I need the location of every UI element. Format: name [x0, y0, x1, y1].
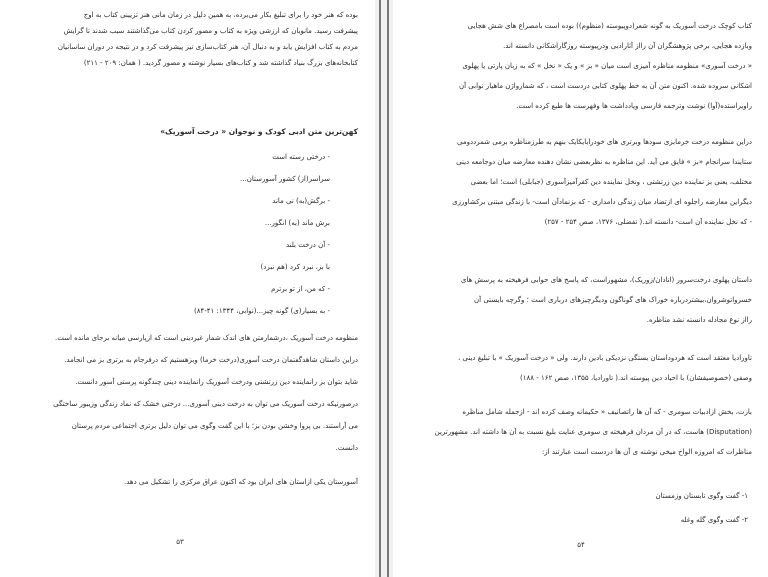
text-line: درصورتیکه درخت آسوریک می توان به درخت دینی آسوری... درختی خشک که نماد زندگی وزیبور ساختگی — [53, 400, 358, 408]
poem-line: - آن درخت بلند — [285, 241, 330, 249]
text-line: « درخت آسوری» منظومه مناظره آمیزی است میان « بز » و یک « نخل » که به زبان پارتی یا پهلوی — [462, 62, 752, 70]
left-paragraph-1 — [18, 7, 358, 71]
text-line: - که نخل نماینده آن است- دانسته اند.( تفضلی، ۱۳۷۶، صص ۲۵۴ - ۲۵۷) — [544, 218, 752, 226]
text-line: پیشرفت رسید. مانویان که ارزشی ویژه به کتاب و مصور کردن کتاب می‌گذاشتند سبب شدند تا گرایش — [63, 27, 358, 35]
text-line: بوده که هنر خود را برای تبلیغ بکار می‌برده، به همین دلیل در زمان مانی هنر تزیینی کتاب به اوج — [83, 11, 358, 19]
text-line: منظومه درخت آسوریک ،درشمارمتن های اندک شمار غیردینی است که ازپارسی میانه برجای مانده است. — [55, 334, 358, 342]
text-line: رااز نوع مجادله دانسته نشد مناظره. — [646, 316, 752, 324]
gutter-line — [379, 0, 381, 577]
text-line: مختلف، یعنی بز نماینده دین زرتشتی ، ونخل نماینده دین کفرآمیزآسوری (جبابلی) است؛ اما بعضی — [470, 178, 752, 186]
book-gutter — [375, 0, 393, 577]
text-line: خسرواتوشروان،بیشتردرباره خوراک های گوناگون ودیگرچیزهای درباری است ؛ وگرچه بایستی آن — [474, 296, 752, 304]
right-paragraph-1 — [407, 16, 752, 116]
poem-line: با بز، نبرد کرد (هم نبرد) — [260, 263, 330, 271]
gutter-line — [387, 0, 389, 577]
page-number: ۵۳ — [176, 538, 184, 546]
text-line: کتاب کوچک درخت آسوریک به گونه شعر(دوپیوسته (منظوم)) بوده است بامصراع های شش هجایی — [467, 22, 752, 30]
poem-line: سراسر(از) کشور آسورستان... — [240, 175, 330, 183]
poem-block — [60, 146, 330, 322]
text-line: مردم به کتاب افزایش یابد و به دنبال آن، هنر کتاب‌سازی نیز پیشرفت کرد و در نتیجه در دوران ساسانیان — [57, 43, 358, 51]
text-line: دانست. — [335, 444, 358, 452]
text-line: کتابخانه‌های بزرگ بنیاد گذاشته شد و کتاب‌های بسیار نوشته و مصور گردید. ( همان: ۲۰۹ - ۲۱۱) — [83, 59, 358, 67]
right-paragraph-4 — [407, 348, 752, 388]
text-line: (Disputation) هاست، که در آن مردان فرهیخته ی سومری عنایت بلیغ نسبت به آن ها داشته اند. مشهورترین — [434, 428, 752, 436]
text-line: دراین داستان شاهدگفتمان درخت آسوری(درخت خرما) وبزهستیم که درفرجام به برتری بز می انجامد. — [64, 356, 358, 364]
text-line: وبازده هجایی، برخی پژوهشگران آن رااز آثارادبی ودرپیوسته روزگاراشکانی دانسته اند. — [503, 42, 752, 50]
right-paragraph-3 — [407, 270, 752, 330]
text-line: اشکانی سروده شده. اکنون متن آن به خط پهلوی کتابی دردست است ، که شمارواژن ماهیار نوابی آن — [458, 82, 752, 90]
list-item: ۱- گفت وگوی تابستان وزمستان — [655, 492, 748, 500]
text-line: می آراستند. بی پروا وخشن بودن بز؛ با این گفت وگوی می توان دلیل برتری اجتماعی مردم پرستان — [71, 422, 358, 430]
poem-line: - درختی رسته است — [272, 153, 330, 161]
right-paragraph-5 — [407, 402, 752, 462]
text-line: ستایندا سرانجام «بز » فایق می آید. این مناظره به نظربعضی نشان دهنده معارضه میان دوجامعه دینی — [456, 158, 752, 166]
left-paragraph-2 — [18, 327, 358, 493]
numbered-list — [453, 484, 748, 532]
poem-line: - که من، از تو برترم — [271, 285, 330, 293]
text-line: شاید بتوان بز رانماینده دین زرتشتی ودرخت آسوریک رانماینده دینی چندگونه پرستی آسور دانست. — [75, 378, 358, 386]
left-page — [0, 0, 375, 577]
text-line: راویراستده(آوا) نوشت وترجمه فارسی ویادداشت ها وفهرست ها طبع کرده است. — [516, 102, 752, 110]
section-heading: کهن‌ترین متن ادبی کودک و نوجوان « درخت آسوریک» — [160, 127, 358, 136]
text-line: وصفی (خصوصیفشان) با احیاد دین پیوسته اند.( تاورادیا، ۱۳۵۵، صص ۱۶۲ - ۱۸۸) — [520, 374, 752, 382]
right-page — [393, 0, 768, 577]
text-line: داستان پهلوی درخت‌سرور (انادان/زوریک)، مشهوراست، که پاسخ های حوابی فرهیخته به پرسش های — [460, 276, 752, 284]
list-item: ۲- گفت وگوی گله وغله — [680, 516, 748, 524]
poem-line: برش ماند (به) انگور... — [264, 219, 330, 227]
text-line: دراین منظومه درخت خرمابزی سودها وبرتری های خودرابایکایک بنهم به طرزمناظره برمی شمرددومی — [457, 138, 752, 146]
text-line: بارت، بخش ازادبیات سومری - که آن ها راتصانیف « حکیمانه وصف کرده اند - ازجمله شامل مناظره — [462, 408, 752, 416]
poem-line: - برگش(به) نی ماند — [272, 197, 330, 205]
text-line: آسورستان یکی ازاستان های ایران بود که اکنون عراق مرکزی را تشکیل می دهد. — [123, 478, 358, 486]
text-line: دیگراین معارضه راجلوه ای ازتضاد میان زندگی دامداری - که بزنمادآن است- با زندگی مبتنی برکشاورزی — [452, 198, 752, 206]
right-paragraph-2 — [407, 132, 752, 232]
text-line: تاورادیا معتقد است که هردوداستان بستگی نزدیکی بادین دارند. ولی « درخت آسوریک » با تبلیغ دینی ، — [458, 354, 752, 362]
poem-line: - به بسیار(ی) گونه چیز...(نوابی، ۱۳۴۴: ۴۱-۸۴) — [194, 307, 330, 315]
text-line: مناظرات که امروزه الواح میخی نوشته ی آن ها دردست است عبارتند از: — [541, 448, 752, 456]
page-number: ۵۴ — [577, 541, 585, 549]
